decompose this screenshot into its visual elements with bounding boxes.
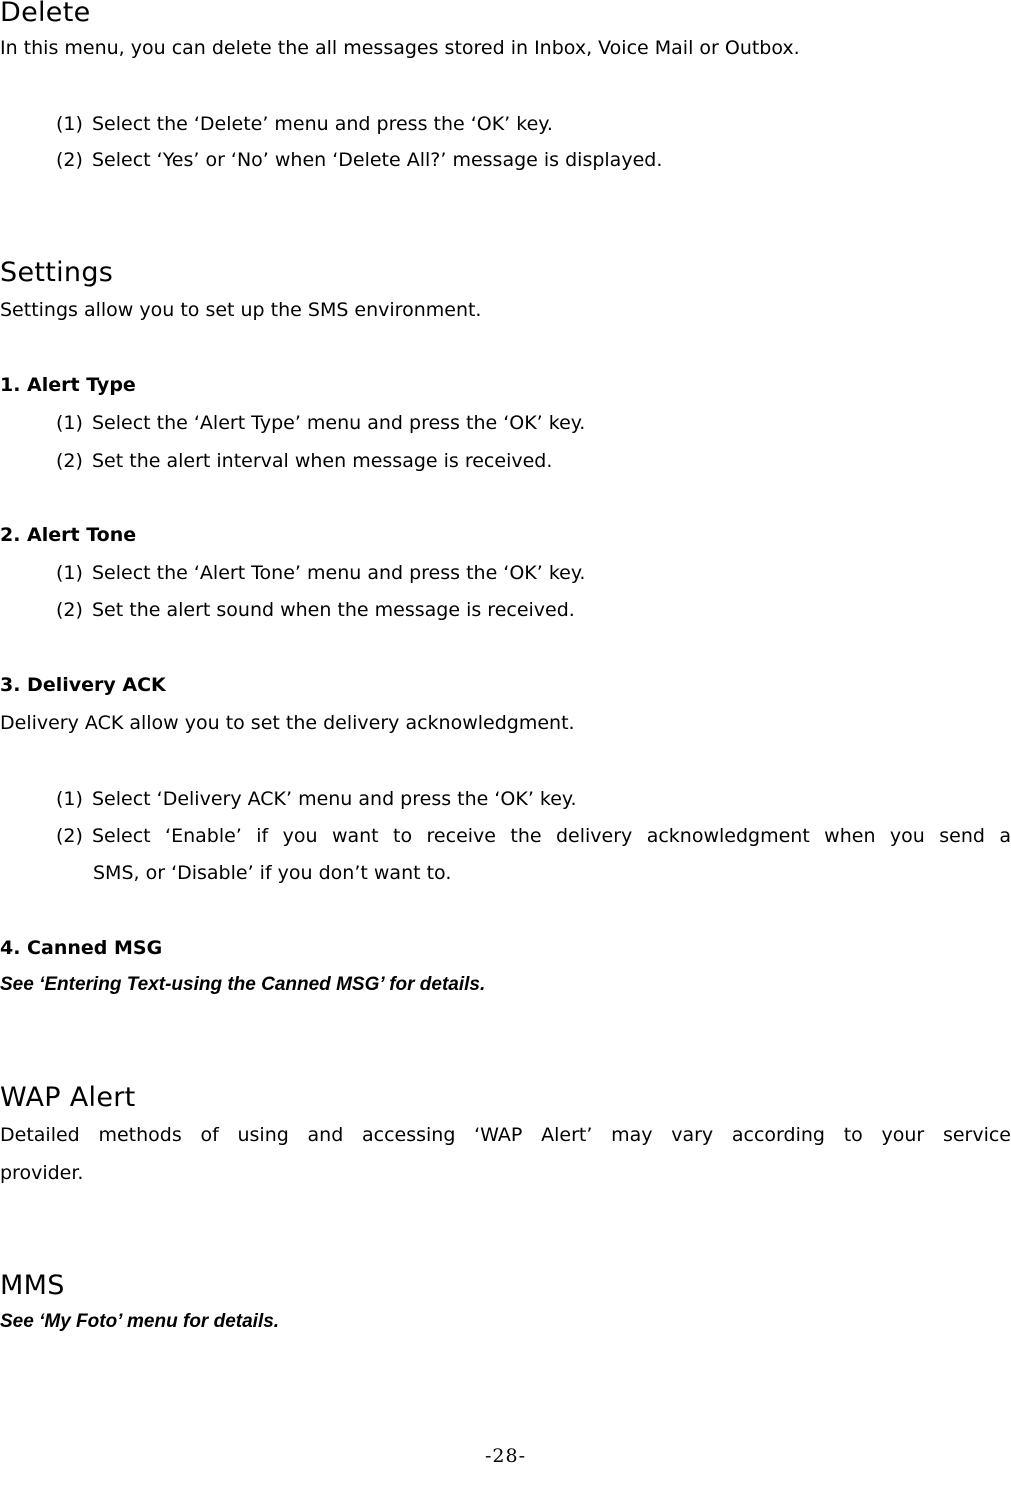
delete-step-1 [56,112,553,136]
step-text: Select ‘Yes’ or ‘No’ when ‘Delete All?’ message is displayed. [92,149,663,171]
settings-intro: Settings allow you to set up the SMS environment. [0,299,482,321]
alert-type-title: 1. Alert Type [0,374,136,396]
step-text: Set the alert interval when message is received. [92,450,553,472]
alert-tone-step-2 [56,598,575,622]
page-number: -28- [484,1445,527,1467]
step-number: (1) [56,412,83,434]
delivery-ack-step-2 [56,824,1011,848]
step-number: (2) [56,149,83,171]
delete-intro: In this menu, you can delete the all messages stored in Inbox, Voice Mail or Outbox. [0,37,800,59]
delivery-ack-intro: Delivery ACK allow you to set the delivery acknowledgment. [0,712,575,734]
alert-type-step-2 [56,449,552,473]
mms-heading: MMS [0,1270,65,1301]
delete-heading: Delete [0,0,91,28]
step-text: Set the alert sound when the message is received. [92,599,575,621]
delivery-ack-title: 3. Delivery ACK [0,674,166,696]
step-text: Select the ‘Alert Type’ menu and press the ‘OK’ key. [92,412,586,434]
wap-alert-text-line-2: provider. [0,1162,84,1184]
alert-type-step-1 [56,411,585,435]
wap-alert-text-line-1: Detailed methods of using and accessing ‘WAP Alert’ may vary according to your service [0,1124,1011,1146]
step-number: (2) [56,825,83,847]
step-number: (2) [56,599,83,621]
step-text: Select ‘Delivery ACK’ menu and press the ‘OK’ key. [92,788,577,810]
step-number: (2) [56,450,83,472]
delete-step-2 [56,148,662,172]
alert-tone-title: 2. Alert Tone [0,524,137,546]
canned-msg-title: 4. Canned MSG [0,937,163,959]
canned-msg-note: See ‘Entering Text-using the Canned MSG’ for details. [0,974,486,995]
step-text: Select the ‘Delete’ menu and press the ‘OK’ key. [92,113,553,135]
delivery-ack-step-1 [56,787,577,811]
step-number: (1) [56,113,83,135]
step-text: Select the ‘Alert Tone’ menu and press the ‘OK’ key. [92,562,586,584]
step-number: (1) [56,562,83,584]
mms-note: See ‘My Foto’ menu for details. [0,1311,280,1332]
settings-heading: Settings [0,257,114,288]
alert-tone-step-1 [56,561,585,585]
step-text: Select ‘Enable’ if you want to receive the delivery acknowledgment when you send a [92,825,1011,847]
wap-alert-heading: WAP Alert [0,1082,136,1113]
delivery-ack-step-2-continuation: SMS, or ‘Disable’ if you don’t want to. [93,862,452,884]
step-number: (1) [56,788,83,810]
